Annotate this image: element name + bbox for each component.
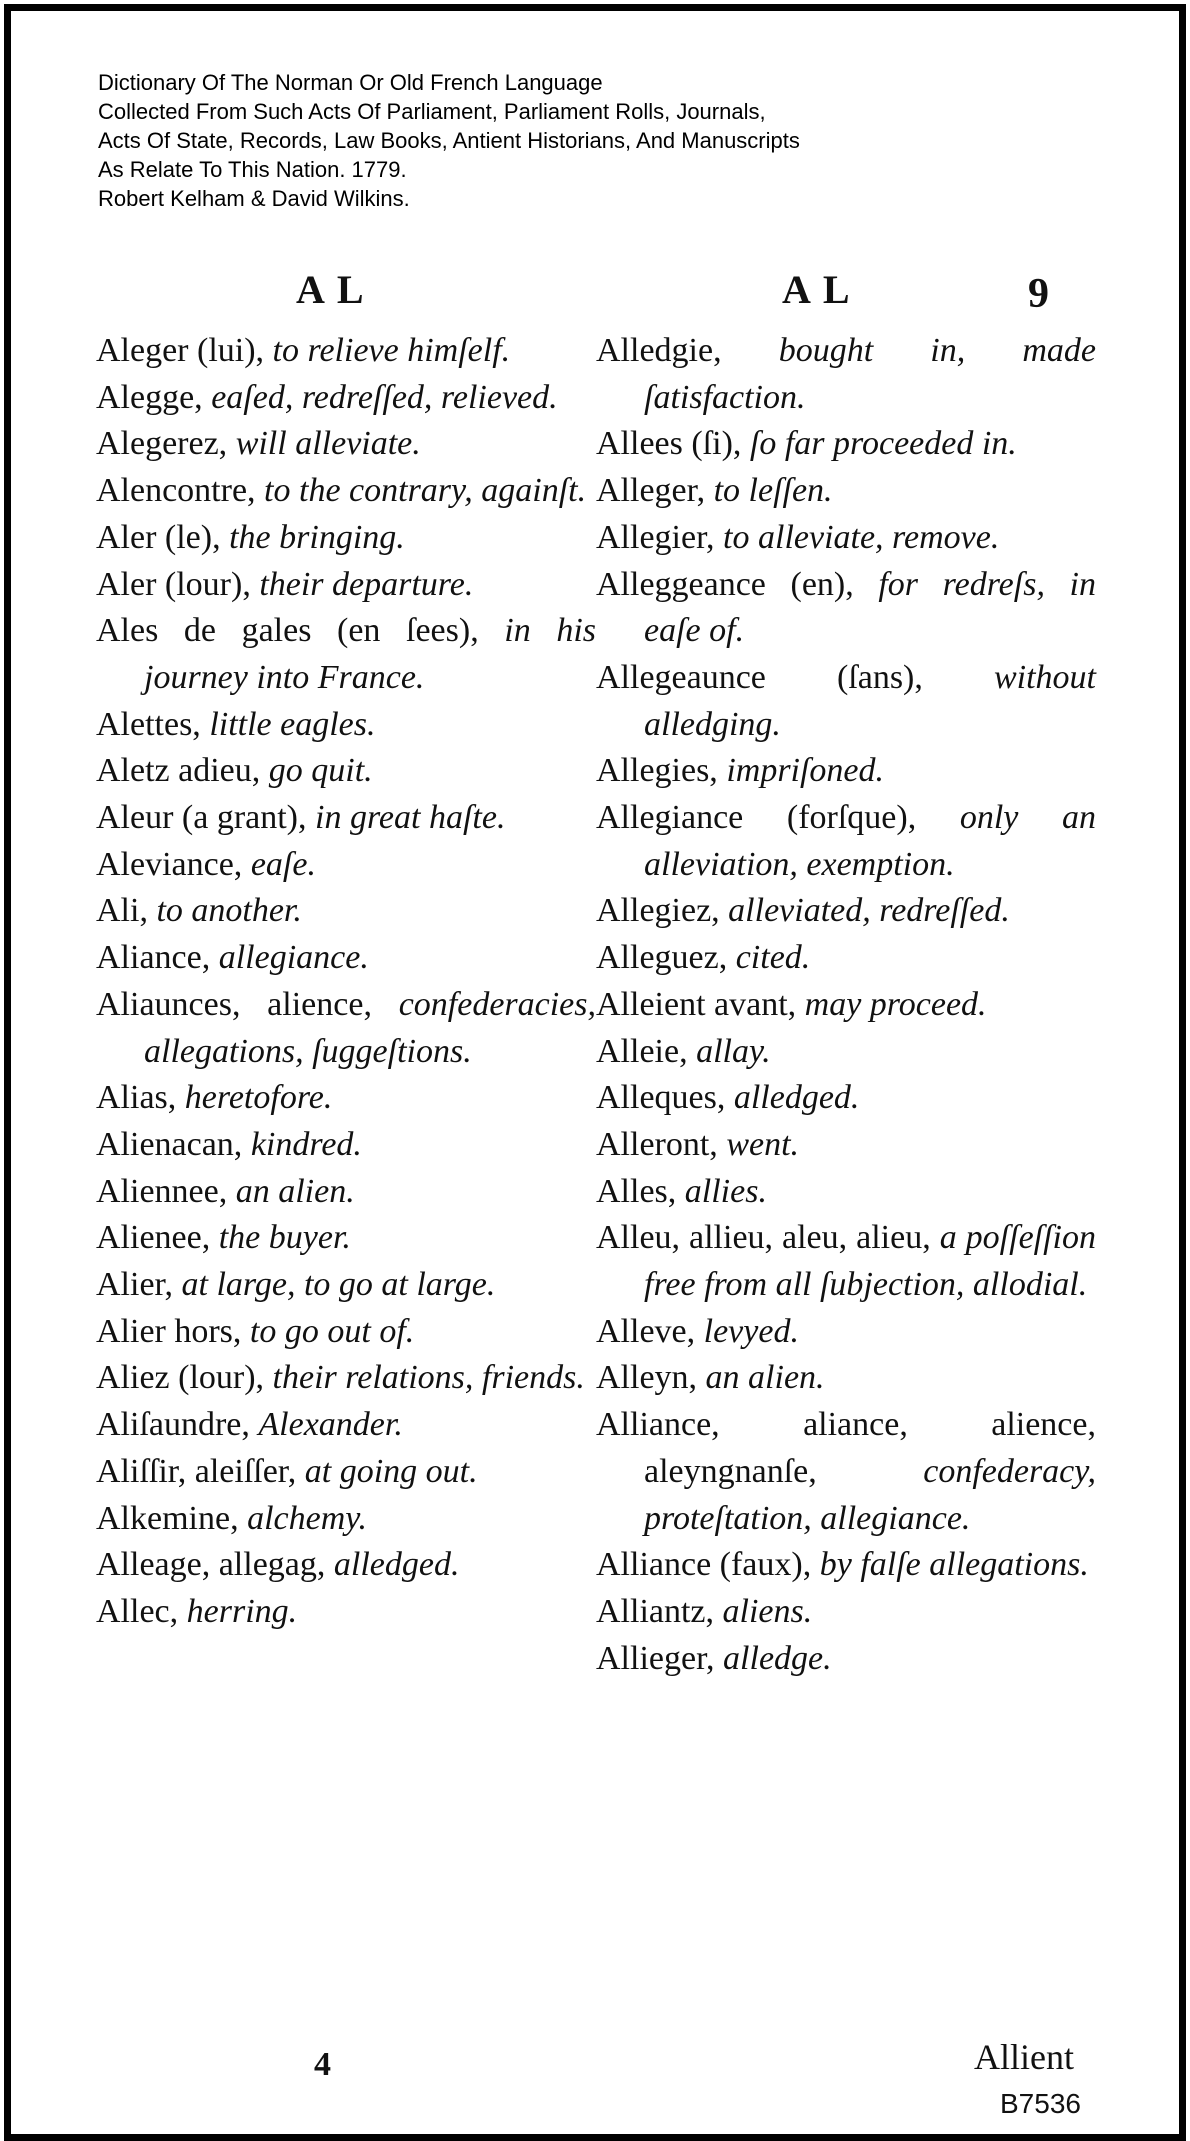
entry-headword: Alkemine, <box>96 1499 239 1537</box>
entry-definition: cited. <box>735 939 811 977</box>
dictionary-entry <box>596 655 1096 748</box>
entry-headword: Alleient avant, <box>596 985 797 1023</box>
entry-definition: confederacy, proteſtation, allegiance. <box>644 1452 1096 1537</box>
dictionary-entry <box>596 468 1096 515</box>
right-column <box>596 328 1096 1682</box>
dictionary-entry <box>96 468 596 515</box>
entry-headword: Aler (le), <box>96 518 221 556</box>
entry-headword: Alleger, <box>596 472 706 510</box>
entry-definition: alledged. <box>733 1079 860 1117</box>
dictionary-entry <box>596 1542 1096 1589</box>
entry-headword: Alleront, <box>596 1125 718 1163</box>
dictionary-entry <box>596 935 1096 982</box>
entry-definition: may proceed. <box>804 985 987 1023</box>
dictionary-entry <box>96 1496 596 1543</box>
entry-definition: eaſed, redreſſed, relieved. <box>211 378 558 416</box>
dictionary-entry <box>596 421 1096 468</box>
entry-headword: Allegiez, <box>596 892 720 930</box>
entry-headword: Allec, <box>96 1592 179 1630</box>
entry-headword: Allees (ſi), <box>596 425 742 463</box>
entry-headword: Allegeaunce (ſans), <box>596 658 923 696</box>
entry-definition: kindred. <box>250 1125 362 1163</box>
entry-definition: in his journey into France. <box>144 612 597 696</box>
entry-definition: eaſe. <box>250 845 316 883</box>
entry-headword: Aleur (a grant), <box>96 799 307 837</box>
dictionary-entry <box>596 328 1096 421</box>
dictionary-entry <box>596 795 1096 888</box>
dictionary-entry <box>96 1215 596 1262</box>
scan-code: B7536 <box>1000 2088 1081 2119</box>
dictionary-entry <box>596 1122 1096 1169</box>
entry-definition: a poſſeſſion free from all ſubjection, allodial. <box>644 1219 1097 1304</box>
running-head-right: AL <box>782 267 862 312</box>
entry-definition: without alledging. <box>644 658 1096 743</box>
entry-definition: aliens. <box>722 1592 813 1630</box>
entry-definition: went. <box>726 1125 800 1163</box>
document-header <box>98 68 800 213</box>
entry-definition: an alien. <box>705 1359 825 1397</box>
entry-definition: by falſe allegations. <box>819 1546 1089 1584</box>
dictionary-entry <box>596 982 1096 1029</box>
dictionary-entry <box>96 748 596 795</box>
entry-headword: Alleggeance (en), <box>596 565 854 603</box>
dictionary-entry <box>96 328 596 375</box>
entry-headword: Alias, <box>96 1079 177 1117</box>
entry-definition: their relations, friends. <box>272 1359 585 1397</box>
dictionary-entry <box>596 1589 1096 1636</box>
entry-headword: Aliſaundre, <box>96 1406 250 1444</box>
entry-definition: levyed. <box>703 1312 799 1350</box>
dictionary-entry <box>596 1355 1096 1402</box>
entry-headword: Alleie, <box>596 1032 688 1070</box>
entry-definition: alledge. <box>723 1639 832 1677</box>
entry-headword: Alegge, <box>96 378 203 416</box>
entry-definition: at large, to go at large. <box>181 1266 496 1304</box>
dictionary-entry <box>596 1215 1096 1308</box>
entry-headword: Alleage, allegag, <box>96 1546 326 1584</box>
dictionary-entry <box>96 1309 596 1356</box>
entry-definition: in great haſte. <box>315 799 506 837</box>
entry-headword: Alliance (faux), <box>596 1546 812 1584</box>
header-line: Dictionary Of The Norman Or Old French Language <box>98 70 603 95</box>
entry-definition: alleviated, redreſſed. <box>728 892 1010 930</box>
dictionary-entry <box>96 702 596 749</box>
entry-definition: to the contrary, againſt. <box>264 472 587 510</box>
entry-definition: to relieve himſelf. <box>272 332 511 369</box>
entry-definition: confederacies, allegations, ſuggeſtions. <box>144 985 596 1070</box>
header-line: Acts Of State, Records, Law Books, Antient Historians, And Manuscripts <box>98 128 800 153</box>
entry-headword: Alles, <box>596 1172 677 1210</box>
dictionary-entry <box>596 1636 1096 1683</box>
dictionary-entry <box>596 1169 1096 1216</box>
entry-definition: to alleviate, remove. <box>723 518 1000 556</box>
entry-definition: ſo far proceeded in. <box>749 425 1017 463</box>
entry-definition: impriſoned. <box>726 752 885 790</box>
dictionary-entry <box>96 1262 596 1309</box>
entry-definition: allegiance. <box>218 939 369 977</box>
signature-mark: 4 <box>314 2046 331 2083</box>
entry-definition: to leſſen. <box>713 472 833 510</box>
entry-headword: Alleu, allieu, aleu, alieu, <box>596 1219 931 1257</box>
entry-definition: alchemy. <box>247 1499 367 1537</box>
entry-definition: allay. <box>696 1032 771 1070</box>
entry-headword: Alleyn, <box>596 1359 698 1397</box>
entry-headword: Alencontre, <box>96 472 256 510</box>
page-number: 9 <box>1028 271 1049 317</box>
left-column <box>96 328 596 1636</box>
entry-headword: Alienacan, <box>96 1125 243 1163</box>
entry-headword: Alleques, <box>596 1079 726 1117</box>
dictionary-entry <box>96 1589 596 1636</box>
entry-definition: alledged. <box>333 1546 460 1584</box>
entry-headword: Alliantz, <box>596 1592 715 1630</box>
dictionary-entry <box>96 1542 596 1589</box>
dictionary-entry <box>596 1029 1096 1076</box>
entry-definition: bought in, made ſatisfaction. <box>644 332 1096 416</box>
dictionary-entry <box>96 515 596 562</box>
dictionary-entry <box>596 562 1096 655</box>
dictionary-entry <box>96 1122 596 1169</box>
entry-definition: the buyer. <box>218 1219 351 1257</box>
entry-headword: Aliez (lour), <box>96 1359 265 1397</box>
entry-headword: Alleve, <box>596 1312 696 1350</box>
dictionary-entry <box>96 1402 596 1449</box>
entry-headword: Alliance, aliance, alience, aleyngnanſe, <box>596 1406 1096 1490</box>
entry-definition: to another. <box>156 892 302 930</box>
entry-definition: an alien. <box>235 1172 355 1210</box>
entry-definition: herring. <box>186 1592 298 1630</box>
dictionary-entry <box>96 795 596 842</box>
entry-definition: the bringing. <box>229 518 405 556</box>
entry-headword: Ales de gales (en ſees), <box>96 612 479 650</box>
dictionary-entry <box>596 1402 1096 1542</box>
entry-headword: Aler (lour), <box>96 565 251 603</box>
entry-definition: for redreſs, in eaſe of. <box>644 565 1096 650</box>
entry-headword: Alegerez, <box>96 425 228 463</box>
entry-headword: Alleguez, <box>596 939 728 977</box>
header-line: As Relate To This Nation. 1779. <box>98 157 407 182</box>
entry-headword: Aleviance, <box>96 845 243 883</box>
dictionary-entry <box>96 982 596 1075</box>
entry-definition: will alleviate. <box>235 425 421 463</box>
running-head-left: AL <box>296 267 376 312</box>
entry-headword: Ali, <box>96 892 148 930</box>
entry-headword: Allegiance (forſque), <box>596 799 917 837</box>
entry-headword: Aleger (lui), <box>96 332 265 369</box>
entry-definition: heretofore. <box>184 1079 333 1117</box>
dictionary-entry <box>96 1355 596 1402</box>
entry-definition: little eagles. <box>209 705 376 743</box>
dictionary-entry <box>596 888 1096 935</box>
dictionary-entry <box>96 375 596 422</box>
dictionary-entry <box>96 608 596 701</box>
entry-definition: only an alleviation, exemption. <box>644 799 1096 883</box>
entry-definition: allies. <box>684 1172 767 1210</box>
entry-headword: Aliaunces, alience, <box>96 985 372 1023</box>
header-line: Robert Kelham & David Wilkins. <box>98 186 410 211</box>
header-line: Collected From Such Acts Of Parliament, Parliament Rolls, Journals, <box>98 99 766 124</box>
dictionary-entry <box>96 1169 596 1216</box>
catchword: Allient <box>974 2037 1074 2077</box>
entry-headword: Alettes, <box>96 705 201 743</box>
dictionary-entry <box>596 748 1096 795</box>
entry-headword: Allieger, <box>596 1639 715 1677</box>
entry-headword: Allegies, <box>596 752 718 790</box>
dictionary-entry <box>596 1075 1096 1122</box>
dictionary-entry <box>596 515 1096 562</box>
dictionary-entry <box>96 421 596 468</box>
entry-definition: at going out. <box>304 1452 478 1490</box>
entry-headword: Alienee, <box>96 1219 211 1257</box>
entry-definition: their departure. <box>259 565 474 603</box>
entry-headword: Alier hors, <box>96 1312 242 1350</box>
dictionary-entry <box>596 1309 1096 1356</box>
dictionary-entry <box>96 1075 596 1122</box>
dictionary-entry <box>96 842 596 889</box>
entry-headword: Alier, <box>96 1266 173 1304</box>
entry-headword: Alledgie, <box>596 332 722 369</box>
entry-headword: Aletz adieu, <box>96 752 261 790</box>
entry-headword: Aliennee, <box>96 1172 228 1210</box>
entry-definition: go quit. <box>268 752 373 790</box>
dictionary-entry <box>96 562 596 609</box>
entry-definition: to go out of. <box>249 1312 415 1350</box>
entry-definition: Alexander. <box>258 1406 403 1444</box>
dictionary-entry <box>96 1449 596 1496</box>
entry-headword: Allegier, <box>596 518 715 556</box>
dictionary-entry <box>96 888 596 935</box>
dictionary-entry <box>96 935 596 982</box>
entry-headword: Aliance, <box>96 939 211 977</box>
entry-headword: Aliſſir, aleiſſer, <box>96 1452 297 1490</box>
